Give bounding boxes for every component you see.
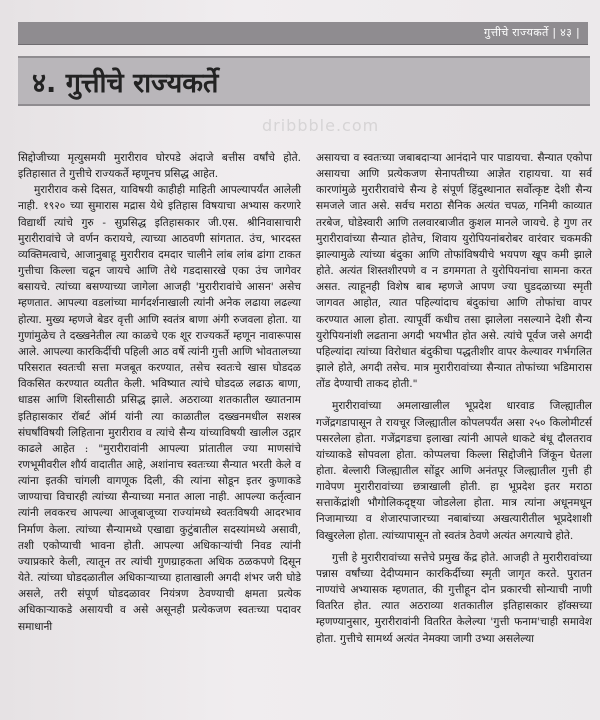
running-title: गुत्तीचे राज्यकर्ते | ४३ | [483,26,580,39]
paragraph: सिद्दोजीच्या मृत्युसमयी मुरारीराव घोरपडे अंदाजे बत्तीस वर्षांचे होते. इतिहासात ते गुत्तीचे राज्यकर्ते म्हणूनच प्रसिद्ध आहेत. [18,152,301,181]
right-text-column [316,150,592,647]
paragraph: असायचा व स्वतःच्या जबाबदाऱ्या आनंदाने पार पाडायचा. सैन्यात एकोपा असायचा आणि प्रत्येकजण सेनापतीच्या आज्ञेत राहायचा. या सर्व कारणांमुळे मुरारीरावांचे सैन्य हे संपूर्ण हिंदुस्थानात सर्वोत्कृष्ट देशी सैन्य समजले जात असे. सर्वच मराठा सैनिक अत्यंत चपळ, गनिमी काव्यात तरबेज, घोडेस्वारी आणि तलवारबाजीत कुशल मानले जायचे. हे गुण तर मुरारीरावांच्या सैन्यात होतेच, शिवाय युरोपियनांबरोबर वारंवार चकमकी झाल्यामुळे त्यांच्या बंदुका आणि तोफांविषयीचे भयपण खूप कमी झाले होते. अत्यंत शिस्तशीरपणे व न डगमगता ते युरोपियनांचा सामना करत असत. त्याहूनही विशेष बाब म्हणजे आपण ज्या घुडदळाच्या स्मृती जागवत आहोत, त्यात पहिल्यांदाच बंदुकांचा आणि तोफांचा वापर करण्यात आला होता. त्यापूर्वी कधीच तसा झालेला नसल्याने देशी सैन्य युरोपियनांशी लढताना अगदी भयभीत होत असे. त्यांचे पूर्वज जसे अगदी पहिल्यांदा त्यांच्या विरोधात बंदुकीचा पद्धतीशीर वापर केल्यावर गर्भगलित झाले होते, अगदी तसेच. मात्र मुरारीरावांच्या सैन्यात तोफांच्या भडिमारास तोंड देण्याची ताकद होती." [316,152,592,391]
paragraph: मुरारीराव कसे दिसत, याविषयी काहीही माहिती आपल्यापर्यंत आलेली नाही. १९२० च्या सुमारास मद्रास येथे इतिहास विषयाचा अभ्यास करणारे विद्यार्थी त्यांचे गुरु - सुप्रसिद्ध इतिहासकार जी.एस. श्रीनिवासाचारी मुरारीरावांचे जे वर्णन करायचे, त्याच्या आठवणी सांगतात. उंच, भारदस्त व्यक्तिमत्वाचे, आजानुबाहू मुरारीराव दमदार चालीने लांब लांब ढांगा टाकत गुत्तीचा किल्ला चढून जायचे आणि तेथे गडदासारखे एका उंच जागेवर बसायचे. त्यांच्या बसण्याच्या जागेला आजही 'मुरारीरावांचे आसन' असेच म्हणतात. आपल्या वडलांच्या मार्गदर्शनाखाली त्यांनी अनेक लढाया लढल्या होत्या. मुख्य म्हणजे बेडर वृत्ती आणि स्वतंत्र बाणा अंगी रुजवला होता. या गुणांमुळेच ते दख्खनेतील त्या काळचे एक शूर राज्यकर्ते म्हणून नावारूपास आले. आपल्या कारकिर्दीची पहिली आठ वर्षे त्यांनी गुत्ती आणि भोवतालच्या परिसरात स्वतःची सत्ता मजबूत करण्यात, तसेच स्वतःचे खास घोडदळ विकसित करण्यात व्यतीत केली. भविष्यात त्यांचे घोडदळ लढाऊ बाणा, धाडस आणि शिस्तीसाठी प्रसिद्ध झाले. अठराव्या शतकातील ख्यातनाम इतिहासकार रॉबर्ट ऑर्म यांनी त्या काळातील दख्खनमधील सशस्त्र संघर्षांविषयी लिहिताना मुरारीराव व त्यांचे सैन्य यांच्याविषयी खालील उद्गार काढले आहेत : "मुरारीरावांनी आपल्या प्रांतातील ज्या माणसांचे रणभूमीवरील शौर्य वादातीत आहे, अशांनाच स्वतःच्या सैन्यात भरती केले व त्यांना इतकी चांगली वागणूक दिली, की त्यांना सोडून इतर कुणाकडे जाण्याचा विचारही त्यांच्या सैन्याच्या मनात आला नाही. आपल्या कर्तृत्वान त्यांनी लवकरच आपल्या आजूबाजूच्या राज्यांमध्ये स्वतःविषयी आदरभाव निर्माण केला. त्यांच्या सैन्यामध्ये एखाद्या कुटुंबातील सदस्यांमध्ये असावी, तशी एकोप्याची भावना होती. आपल्या अधिकाऱ्यांची निवड त्यांनी ज्याप्रकारे केली, त्यातून तर त्यांची गुणग्राहकता अधिक ठळकपणे दिसून येते. त्यांच्या घोडदळातील अधिकाऱ्याच्या हाताखाली अगदी शंभर जरी घोडे असले, तरी संपूर्ण घोडदळावर नियंत्रण ठेवण्याची क्षमता प्रत्येक अधिकाऱ्याकडे असायची व असे असूनही प्रत्येकजण स्वतःच्या पदावर समाधानी [18,184,301,633]
running-header [18,22,588,45]
left-text-column [18,150,301,635]
chapter-title: ४. गुत्तीचे राज्यकर्ते [32,68,219,99]
chapter-title-band [18,56,590,106]
paragraph: गुत्ती हे मुरारीरावांच्या सत्तेचे प्रमुख केंद्र होते. आजही ते मुरारीरावांच्या पन्नास वर्षांच्या देदीप्यमान कारकिर्दीच्या स्मृती जागृत करते. पुरातन नाण्यांचे अभ्यासक म्हणतात, की गुत्तीहून दोन प्रकारची सोन्याची नाणी वितरित होत. त्यात अठराव्या शतकातील इतिहासकार हॉक्सच्या म्हणण्यानुसार, मुरारीरावांनी वितरित केलेल्या 'गुत्ती फनाम'चाही समावेश होता. गुत्तीचे सामर्थ्य अत्यंत नेमक्या जागी उभ्या असलेल्या [316,551,592,645]
paragraph: मुरारीरावांच्या अमलाखालील भूप्रदेश धारवाड जिल्ह्यातील गजेंद्रगडापासून ते रायचूर जिल्ह्यातील कोपलपर्यंत असा २५० किलोमीटर्स पसरलेला होता. गजेंद्रगडचा इलाखा त्यांनी आपले धाकटे बंधू दौलतराव यांच्याकडे सोपवला होता. कोप्पलचा किल्ला सिद्दोजीने जिंकून घेतला होता. बेल्लारी जिल्ह्यातील सोंडूर आणि अनंतपूर जिल्ह्यातील गुत्ती ही गावेपण मुरारीरावांच्या छत्राखाली होती. हा भूप्रदेश इतर मराठा सत्ताकेंद्रांशी भौगोलिकदृष्ट्या जोडलेला होता. मात्र त्यांना अधूनमधून निजामाच्या व शेजारपाजारच्या नबाबांच्या अखत्यारीतील भूप्रदेशाशी विखुरलेला होता. त्यांच्यापासून तो स्वतंत्र ठेवणे अत्यंत अगत्याचे होते. [316,400,592,542]
watermark-text: dribbble.com [262,116,380,135]
